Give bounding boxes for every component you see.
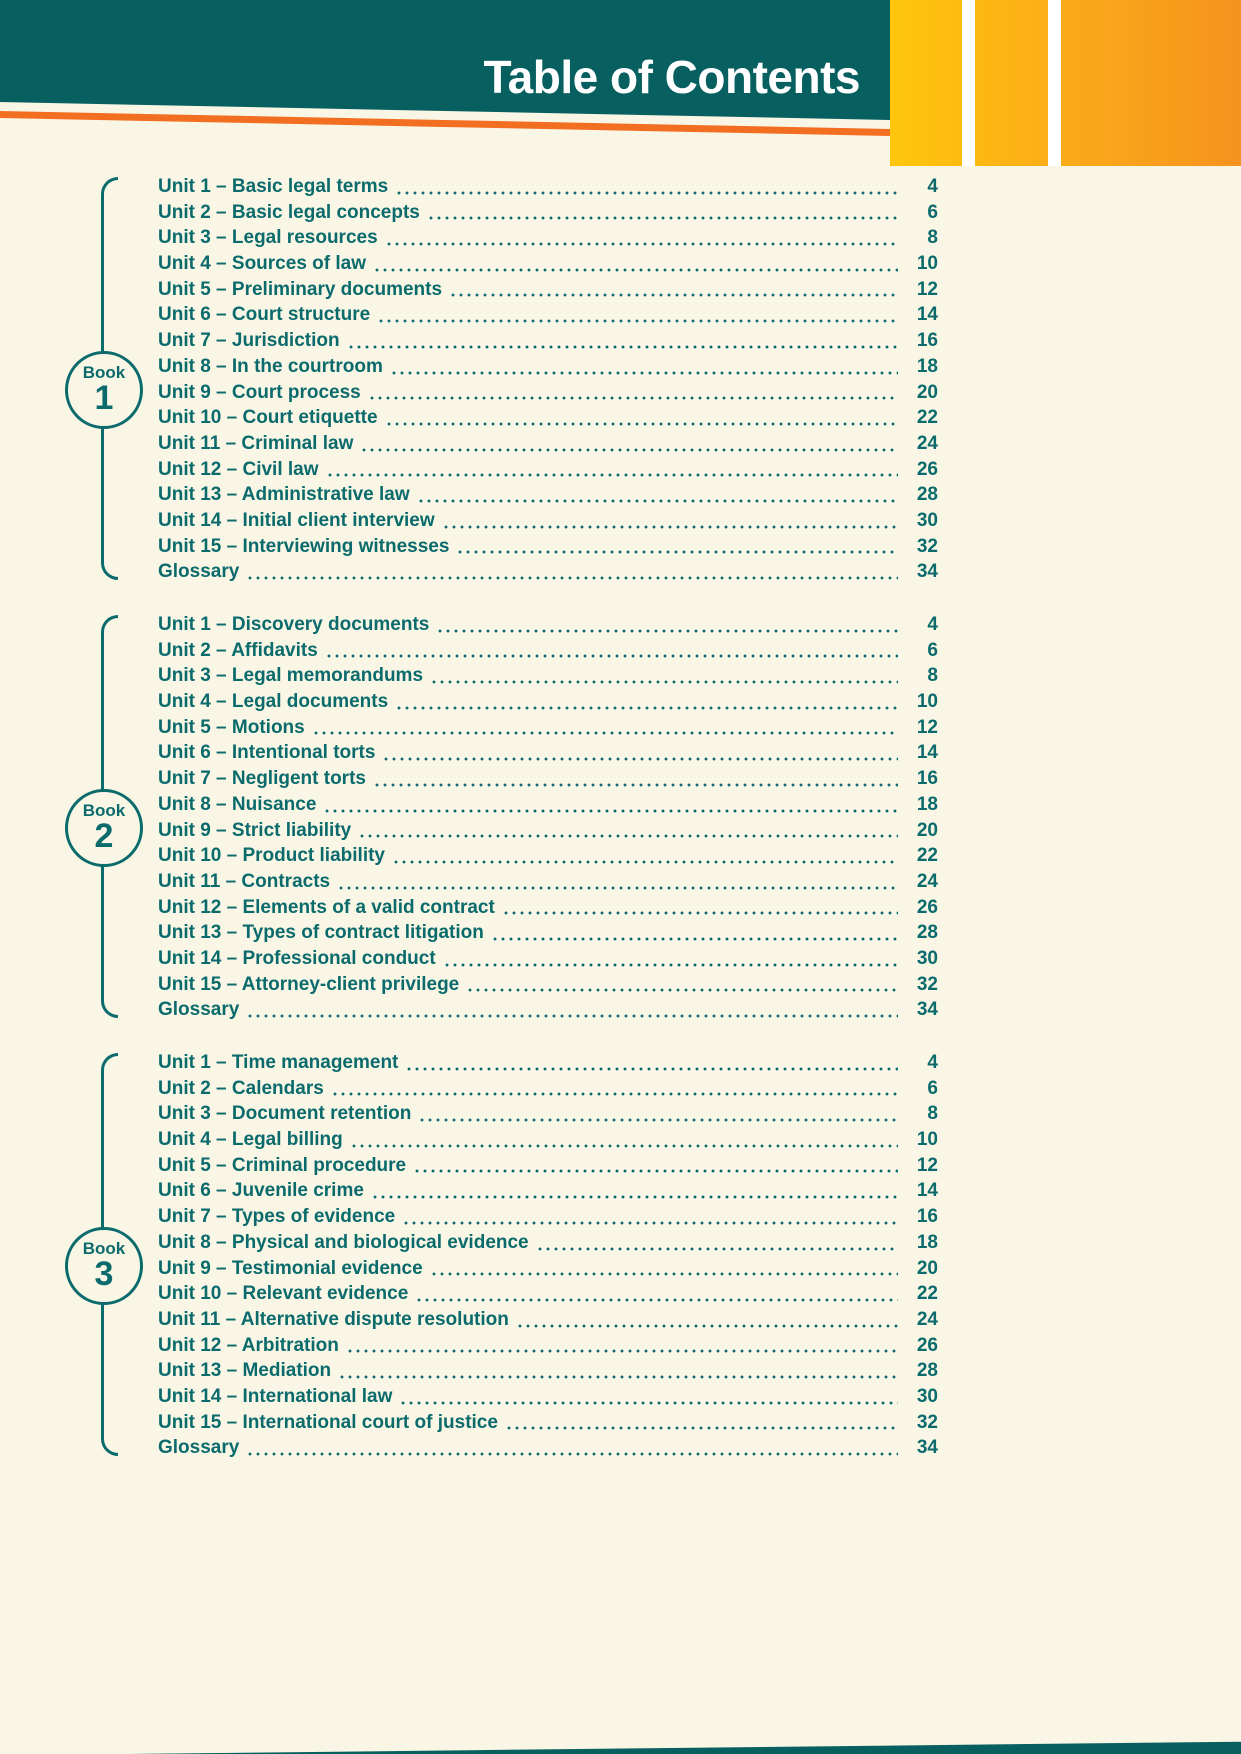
dot-leader bbox=[401, 1401, 898, 1405]
toc-entry-title: Unit 12 – Civil law bbox=[158, 458, 319, 480]
dot-leader bbox=[415, 1169, 898, 1173]
toc-entries bbox=[158, 1050, 938, 1461]
table-of-contents bbox=[0, 174, 1241, 1488]
toc-entry bbox=[158, 559, 938, 585]
header-stripes bbox=[890, 0, 1241, 166]
toc-entry-page: 6 bbox=[927, 1077, 938, 1099]
toc-entry-title: Unit 4 – Legal documents bbox=[158, 691, 389, 713]
toc-entry bbox=[158, 1358, 938, 1384]
dot-leader bbox=[339, 886, 898, 890]
toc-entry-page: 28 bbox=[916, 484, 938, 506]
toc-entry-page: 4 bbox=[927, 1052, 938, 1073]
toc-entry bbox=[158, 225, 938, 251]
toc-entry-page: 16 bbox=[916, 768, 938, 790]
toc-entry bbox=[158, 1153, 938, 1179]
toc-entry bbox=[158, 277, 938, 303]
toc-entry bbox=[158, 508, 938, 534]
toc-entry bbox=[158, 251, 938, 277]
toc-entry bbox=[158, 946, 938, 972]
toc-entry bbox=[158, 1178, 938, 1204]
toc-entry bbox=[158, 715, 938, 741]
toc-entry-title: Unit 7 – Jurisdiction bbox=[158, 330, 340, 352]
dot-leader bbox=[451, 293, 898, 297]
book-section bbox=[0, 1050, 1241, 1461]
dot-leader bbox=[407, 1067, 898, 1071]
dot-leader bbox=[360, 834, 898, 838]
toc-entry bbox=[158, 431, 938, 457]
toc-entry-page: 26 bbox=[916, 1334, 938, 1356]
toc-entry-title: Unit 2 – Calendars bbox=[158, 1077, 324, 1099]
toc-entry-title: Unit 15 – International court of justice bbox=[158, 1411, 498, 1433]
toc-entry-page: 8 bbox=[927, 1103, 938, 1125]
dot-leader bbox=[328, 473, 899, 477]
toc-entry bbox=[158, 612, 938, 638]
toc-entry bbox=[158, 638, 938, 664]
header bbox=[0, 0, 1241, 175]
toc-entry bbox=[158, 482, 938, 508]
toc-entry bbox=[158, 1307, 938, 1333]
stripe-gap bbox=[962, 0, 975, 166]
dot-leader bbox=[373, 1195, 898, 1199]
stripe-gap bbox=[1048, 0, 1061, 166]
book-section bbox=[0, 612, 1241, 1023]
book-badge-number: 2 bbox=[94, 816, 114, 855]
toc-entry-page: 20 bbox=[916, 819, 938, 841]
toc-entries bbox=[158, 174, 938, 585]
toc-entry-page: 18 bbox=[916, 355, 938, 377]
toc-entry-title: Unit 8 – Physical and biological evidence bbox=[158, 1231, 529, 1253]
toc-entry-title: Unit 4 – Sources of law bbox=[158, 253, 366, 275]
dot-leader bbox=[387, 242, 898, 246]
toc-entry-page: 34 bbox=[916, 1437, 938, 1459]
book-badge-label: Book bbox=[82, 1238, 126, 1258]
dot-leader bbox=[375, 268, 898, 272]
toc-entry bbox=[158, 997, 938, 1023]
toc-entry bbox=[158, 405, 938, 431]
footer-accent bbox=[128, 1739, 1241, 1754]
dot-leader bbox=[394, 860, 898, 864]
toc-entry-title: Unit 12 – Elements of a valid contract bbox=[158, 896, 495, 918]
dot-leader bbox=[352, 1144, 898, 1148]
dot-leader bbox=[538, 1247, 898, 1251]
toc-entry-page: 24 bbox=[916, 1308, 938, 1330]
toc-entry-page: 12 bbox=[916, 1154, 938, 1176]
toc-entry-title: Unit 10 – Relevant evidence bbox=[158, 1283, 409, 1305]
dot-leader bbox=[349, 345, 898, 349]
toc-entry bbox=[158, 1076, 938, 1102]
toc-entry-page: 12 bbox=[916, 278, 938, 300]
toc-entry-title: Unit 3 – Legal resources bbox=[158, 227, 378, 249]
toc-entry-page: 10 bbox=[916, 1129, 938, 1151]
toc-entry-page: 16 bbox=[916, 330, 938, 352]
dot-leader bbox=[504, 911, 898, 915]
toc-entry-page: 14 bbox=[916, 1180, 938, 1202]
dot-leader bbox=[384, 757, 898, 761]
toc-entry-page: 16 bbox=[916, 1206, 938, 1228]
toc-entry-page: 18 bbox=[916, 793, 938, 815]
toc-entry-page: 32 bbox=[916, 973, 938, 995]
toc-entry-page: 32 bbox=[916, 1411, 938, 1433]
toc-entry-page: 8 bbox=[927, 665, 938, 687]
toc-entry bbox=[158, 740, 938, 766]
toc-entry-title: Unit 13 – Types of contract litigation bbox=[158, 922, 484, 944]
dot-leader bbox=[432, 680, 898, 684]
toc-entry-title: Unit 11 – Contracts bbox=[158, 870, 331, 892]
dot-leader bbox=[387, 422, 898, 426]
dot-leader bbox=[325, 809, 898, 813]
book-badge bbox=[65, 789, 143, 867]
toc-entry bbox=[158, 1281, 938, 1307]
toc-entry-title: Unit 7 – Types of evidence bbox=[158, 1206, 396, 1228]
dot-leader bbox=[248, 576, 898, 580]
toc-entry-page: 10 bbox=[916, 691, 938, 713]
toc-entry-title: Unit 9 – Strict liability bbox=[158, 819, 352, 841]
toc-entry-title: Unit 5 – Preliminary documents bbox=[158, 278, 443, 300]
toc-entry bbox=[158, 843, 938, 869]
dot-leader bbox=[397, 706, 898, 710]
toc-entry-page: 32 bbox=[916, 535, 938, 557]
dot-leader bbox=[445, 963, 898, 967]
toc-entry-page: 18 bbox=[916, 1231, 938, 1253]
toc-entry bbox=[158, 1384, 938, 1410]
toc-entry bbox=[158, 1410, 938, 1436]
toc-entry-title: Glossary bbox=[158, 1437, 240, 1459]
toc-entry-page: 20 bbox=[916, 1257, 938, 1279]
toc-entry-page: 14 bbox=[916, 742, 938, 764]
toc-entry-title: Unit 8 – Nuisance bbox=[158, 793, 317, 815]
toc-entry-title: Unit 15 – Interviewing witnesses bbox=[158, 535, 450, 557]
toc-entry bbox=[158, 457, 938, 483]
dot-leader bbox=[468, 988, 898, 992]
toc-entry-page: 4 bbox=[927, 614, 938, 635]
book-badge-label: Book bbox=[82, 362, 126, 382]
toc-entry-page: 6 bbox=[927, 201, 938, 223]
toc-entry-title: Unit 10 – Product liability bbox=[158, 845, 385, 867]
toc-entry-page: 4 bbox=[927, 176, 938, 197]
toc-entry bbox=[158, 869, 938, 895]
toc-entry-page: 22 bbox=[916, 845, 938, 867]
toc-entry-page: 12 bbox=[916, 716, 938, 738]
toc-entry bbox=[158, 895, 938, 921]
page-title: Table of Contents bbox=[483, 51, 860, 103]
dot-leader bbox=[248, 1014, 898, 1018]
dot-leader bbox=[404, 1221, 898, 1225]
book-section bbox=[0, 174, 1241, 585]
toc-entry bbox=[158, 792, 938, 818]
toc-entry-title: Unit 9 – Court process bbox=[158, 381, 361, 403]
toc-entry-title: Unit 13 – Administrative law bbox=[158, 484, 410, 506]
toc-entry-page: 28 bbox=[916, 1360, 938, 1382]
toc-entry bbox=[158, 174, 938, 200]
book-badge-number: 3 bbox=[94, 1254, 114, 1293]
toc-entries bbox=[158, 612, 938, 1023]
toc-entry-page: 26 bbox=[916, 896, 938, 918]
toc-entry bbox=[158, 766, 938, 792]
dot-leader bbox=[314, 731, 898, 735]
toc-entry bbox=[158, 1256, 938, 1282]
toc-entry-title: Unit 1 – Time management bbox=[158, 1052, 399, 1073]
dot-leader bbox=[429, 216, 898, 220]
toc-entry bbox=[158, 972, 938, 998]
toc-entry-page: 22 bbox=[916, 1283, 938, 1305]
toc-entry bbox=[158, 1101, 938, 1127]
toc-entry bbox=[158, 1230, 938, 1256]
toc-entry-page: 28 bbox=[916, 922, 938, 944]
toc-entry-title: Unit 2 – Basic legal concepts bbox=[158, 201, 420, 223]
dot-leader bbox=[438, 629, 898, 633]
dot-leader bbox=[379, 319, 898, 323]
toc-entry bbox=[158, 1333, 938, 1359]
toc-entry-page: 24 bbox=[916, 870, 938, 892]
toc-entry-title: Unit 6 – Court structure bbox=[158, 304, 371, 326]
toc-entry-title: Unit 14 – Initial client interview bbox=[158, 509, 435, 531]
toc-entry-page: 20 bbox=[916, 381, 938, 403]
toc-entry-title: Unit 5 – Motions bbox=[158, 716, 305, 738]
toc-entry bbox=[158, 354, 938, 380]
toc-entry bbox=[158, 1435, 938, 1461]
toc-entry-page: 10 bbox=[916, 253, 938, 275]
dot-leader bbox=[397, 191, 898, 195]
toc-entry-title: Unit 10 – Court etiquette bbox=[158, 407, 378, 429]
toc-entry-title: Unit 4 – Legal billing bbox=[158, 1129, 343, 1151]
toc-entry-title: Unit 3 – Legal memorandums bbox=[158, 665, 424, 687]
dot-leader bbox=[444, 525, 898, 529]
dot-leader bbox=[248, 1452, 898, 1456]
dot-leader bbox=[417, 1298, 898, 1302]
toc-entry-title: Unit 1 – Basic legal terms bbox=[158, 176, 389, 197]
toc-entry bbox=[158, 1204, 938, 1230]
toc-entry bbox=[158, 818, 938, 844]
dot-leader bbox=[507, 1426, 898, 1430]
dot-leader bbox=[518, 1324, 898, 1328]
dot-leader bbox=[327, 654, 898, 658]
dot-leader bbox=[340, 1375, 898, 1379]
dot-leader bbox=[420, 1118, 898, 1122]
dot-leader bbox=[432, 1272, 898, 1276]
toc-entry-page: 24 bbox=[916, 432, 938, 454]
toc-entry bbox=[158, 663, 938, 689]
book-badge bbox=[65, 351, 143, 429]
toc-entry-title: Unit 2 – Affidavits bbox=[158, 639, 318, 661]
dot-leader bbox=[333, 1092, 898, 1096]
toc-entry-title: Unit 11 – Criminal law bbox=[158, 432, 354, 454]
toc-entry bbox=[158, 302, 938, 328]
toc-entry-title: Unit 13 – Mediation bbox=[158, 1360, 332, 1382]
toc-entry-page: 30 bbox=[916, 509, 938, 531]
toc-entry-title: Unit 9 – Testimonial evidence bbox=[158, 1257, 423, 1279]
toc-entry-page: 34 bbox=[916, 999, 938, 1021]
toc-entry-page: 6 bbox=[927, 639, 938, 661]
toc-entry-title: Glossary bbox=[158, 561, 240, 583]
toc-entry-title: Unit 11 – Alternative dispute resolution bbox=[158, 1308, 509, 1330]
toc-entry-title: Unit 7 – Negligent torts bbox=[158, 768, 366, 790]
book-badge-label: Book bbox=[82, 800, 126, 820]
dot-leader bbox=[375, 783, 898, 787]
dot-leader bbox=[392, 371, 898, 375]
book-badge-number: 1 bbox=[94, 378, 114, 417]
toc-entry-page: 26 bbox=[916, 458, 938, 480]
toc-entry-page: 30 bbox=[916, 1385, 938, 1407]
toc-entry-title: Unit 6 – Juvenile crime bbox=[158, 1180, 364, 1202]
toc-entry bbox=[158, 328, 938, 354]
toc-entry bbox=[158, 1050, 938, 1076]
toc-entry-title: Unit 14 – International law bbox=[158, 1385, 393, 1407]
dot-leader bbox=[458, 550, 898, 554]
dot-leader bbox=[419, 499, 898, 503]
toc-entry-page: 30 bbox=[916, 947, 938, 969]
toc-entry-page: 34 bbox=[916, 561, 938, 583]
toc-entry-title: Unit 5 – Criminal procedure bbox=[158, 1154, 407, 1176]
toc-entry bbox=[158, 534, 938, 560]
dot-leader bbox=[348, 1349, 898, 1353]
toc-entry-title: Unit 12 – Arbitration bbox=[158, 1334, 339, 1356]
books bbox=[0, 174, 1241, 1461]
toc-entry bbox=[158, 200, 938, 226]
toc-entry-title: Unit 14 – Professional conduct bbox=[158, 947, 436, 969]
toc-entry-page: 8 bbox=[927, 227, 938, 249]
toc-entry-page: 22 bbox=[916, 407, 938, 429]
book-badge bbox=[65, 1227, 143, 1305]
toc-entry-title: Unit 15 – Attorney-client privilege bbox=[158, 973, 460, 995]
dot-leader bbox=[493, 937, 898, 941]
toc-entry-title: Glossary bbox=[158, 999, 240, 1021]
toc-entry-title: Unit 8 – In the courtroom bbox=[158, 355, 383, 377]
toc-entry-title: Unit 3 – Document retention bbox=[158, 1103, 412, 1125]
toc-entry bbox=[158, 1127, 938, 1153]
toc-entry bbox=[158, 689, 938, 715]
toc-entry-page: 14 bbox=[916, 304, 938, 326]
toc-entry-title: Unit 6 – Intentional torts bbox=[158, 742, 376, 764]
dot-leader bbox=[362, 448, 898, 452]
toc-entry-title: Unit 1 – Discovery documents bbox=[158, 614, 430, 635]
dot-leader bbox=[370, 396, 898, 400]
toc-entry bbox=[158, 380, 938, 406]
toc-entry bbox=[158, 920, 938, 946]
